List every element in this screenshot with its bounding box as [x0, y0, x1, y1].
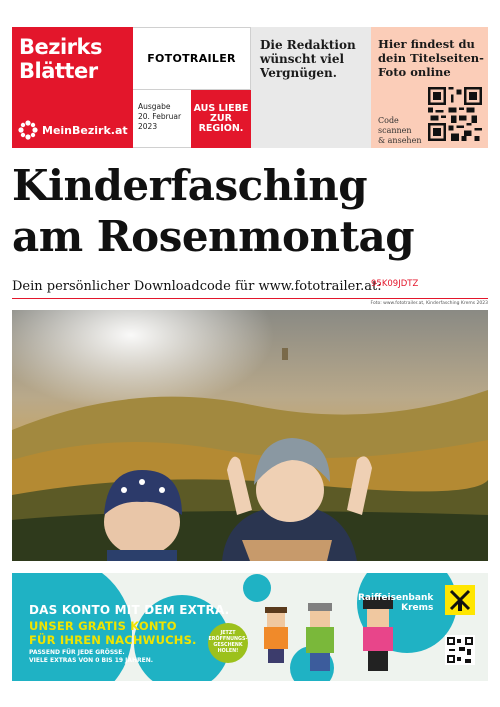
qr-title-3: Foto online	[378, 65, 451, 79]
slogan-line-3: REGION.	[198, 123, 244, 134]
headline	[12, 160, 492, 262]
issue-label: Ausgabe	[138, 102, 171, 111]
bezirksblaetter-logo	[12, 27, 133, 148]
greeting-line-2: wünscht viel	[260, 52, 345, 66]
raiffeisen-logo-icon	[445, 585, 475, 615]
ad-smallprint-2: VIELE EXTRAS VON 0 BIS 19 JAHREN.	[29, 657, 154, 664]
flower-icon	[18, 120, 38, 140]
meinbezirk-logo	[18, 120, 128, 140]
issue-date-year: 2023	[138, 122, 158, 131]
ad-smallprint-1: PASSEND FÜR JEDE GRÖSSE.	[29, 649, 125, 656]
greeting-line-1: Die Redaktion	[260, 38, 356, 52]
gift-badge-2: ERÖFFNUNGS-	[208, 637, 248, 643]
qr-panel	[371, 27, 488, 148]
gift-badge-3: GESCHENK	[213, 643, 243, 648]
ad-qr-code-icon[interactable]	[445, 635, 475, 665]
gift-badge-1: JETZT	[220, 631, 236, 637]
issue-date-day: 20. Februar	[138, 112, 182, 121]
ad-offer-line-1: UNSER GRATIS KONTO	[29, 619, 177, 633]
logo-line-1: Bezirks	[19, 35, 102, 59]
scan-hint-1: Code	[378, 116, 399, 125]
divider	[12, 298, 488, 299]
ad-offer-line-2: FÜR IHREN NACHWUCHS.	[29, 633, 197, 647]
logo-line-2: Blätter	[19, 59, 98, 83]
ad-headline: DAS KONTO MIT DEM EXTRA.	[29, 603, 230, 617]
slogan-badge	[191, 90, 251, 148]
bank-advertisement[interactable]	[12, 573, 488, 681]
photo-credit: Foto: www.fototrailer.at, Kinderfasching Krems 2023	[370, 301, 488, 306]
qr-title-2: dein Titelseiten-	[378, 51, 484, 65]
scan-hint-3: & ansehen	[378, 136, 422, 145]
gift-badge-4: HOLEN!	[217, 648, 239, 654]
qr-title-1: Hier findest du	[378, 37, 475, 51]
meinbezirk-label: MeinBezirk.at	[42, 123, 128, 137]
download-code: 95K09JDTZ	[371, 279, 419, 289]
slogan-line-1: AUS LIEBE	[193, 103, 249, 114]
greeting-line-3: Vergnügen.	[260, 66, 337, 80]
download-text: Dein persönlicher Downloadcode für www.fototrailer.at:	[12, 279, 382, 294]
cover-photo	[12, 310, 488, 561]
editorial-greeting	[251, 27, 371, 148]
issue-info	[133, 90, 191, 148]
scan-hint-2: scannen	[378, 126, 412, 135]
ad-smallprint	[29, 649, 153, 665]
ad-offer	[29, 619, 197, 647]
headline-line-2: am Rosenmontag	[12, 212, 415, 261]
bank-name	[358, 593, 433, 613]
gift-badge	[208, 623, 248, 663]
scan-hint	[378, 116, 421, 146]
bank-name-1: Raiffeisenbank	[358, 593, 434, 603]
section-label-text: FOTOTRAILER	[147, 52, 236, 65]
section-label	[133, 27, 251, 90]
headline-line-1: Kinderfasching	[12, 161, 368, 210]
bank-name-2: Krems	[401, 603, 434, 613]
qr-code-icon[interactable]	[428, 87, 482, 141]
slogan-line-2: ZUR	[210, 113, 232, 124]
